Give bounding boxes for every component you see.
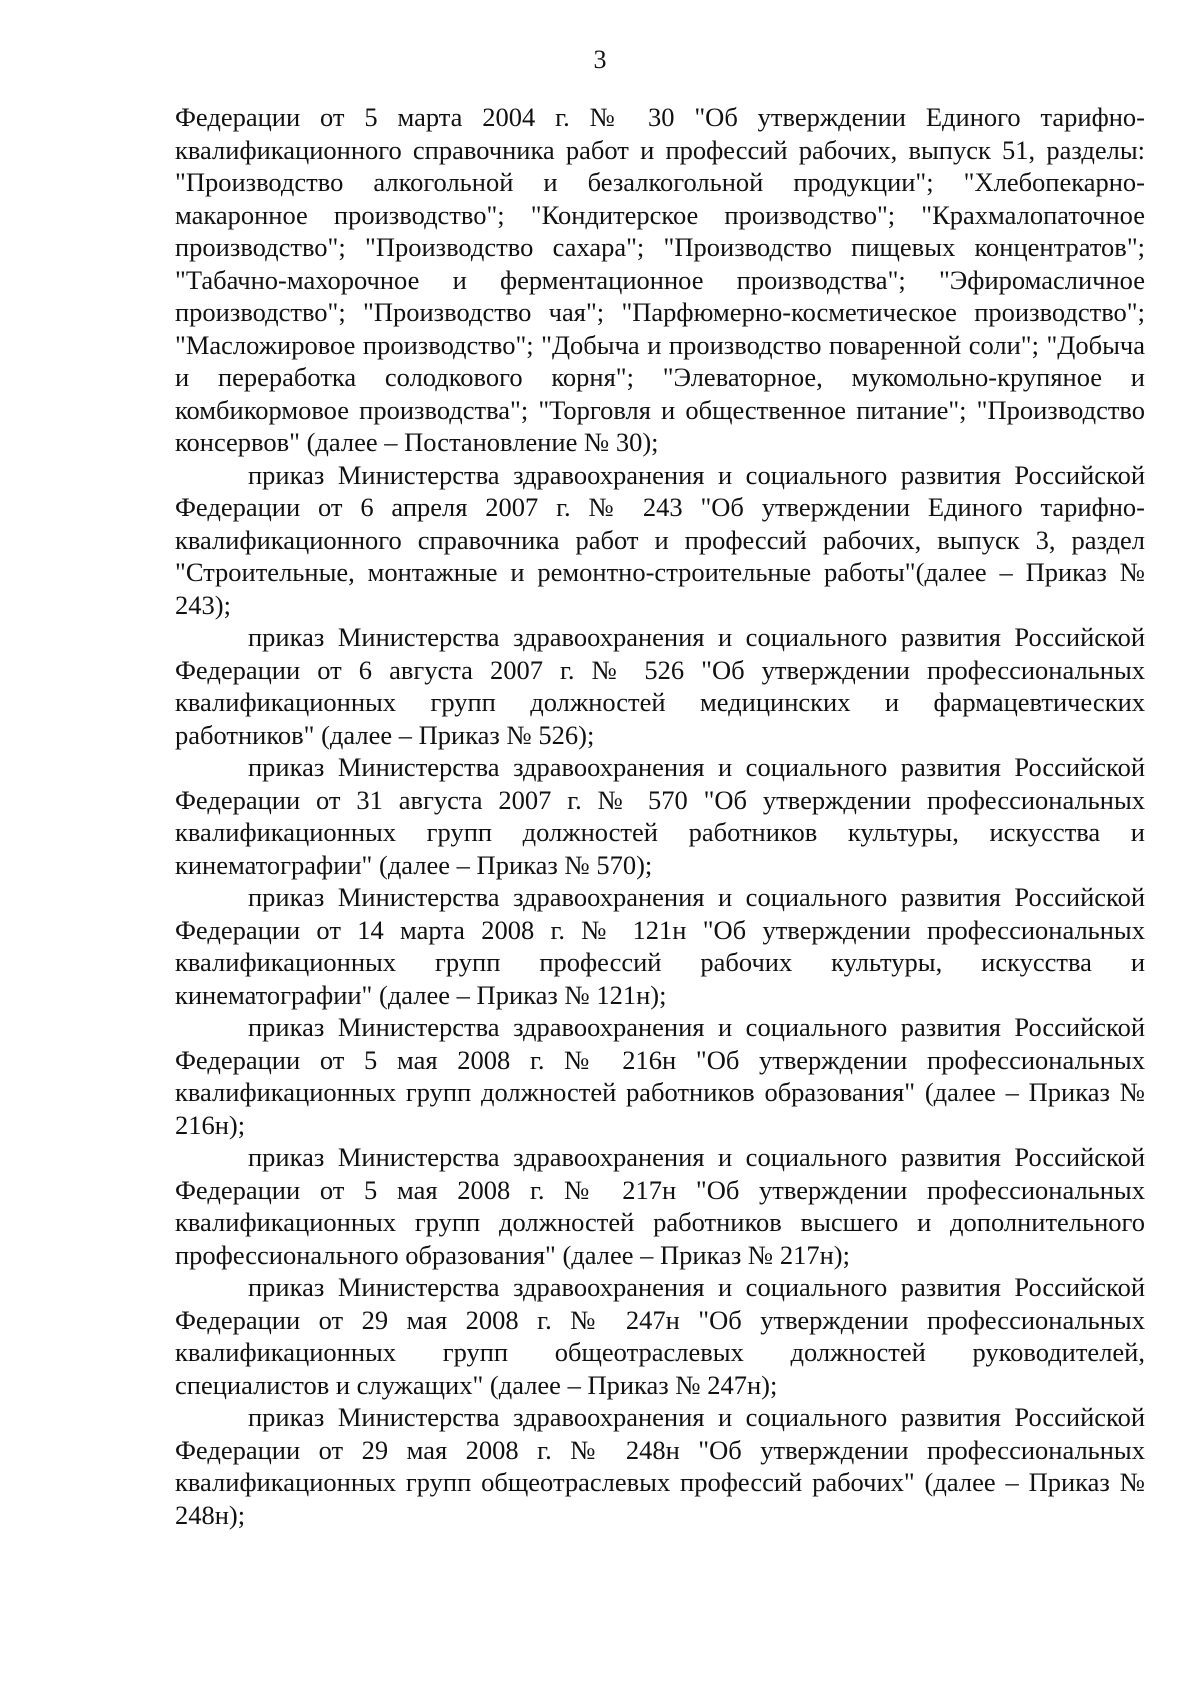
paragraph-prikaz-216n: приказ Министерства здравоохранения и социального развития Российской Федерации от 5 мая 2008 г. № 216н "Об утверждении профессиональных квалификационных групп должностей работников образования" (далее – Приказ № 216н); xyxy=(175,1012,1145,1140)
paragraph-prikaz-121n: приказ Министерства здравоохранения и социального развития Российской Федерации от 14 марта 2008 г. № 121н "Об утверждении профессиональных квалификационных групп профессий рабочих культуры, искусства и кинематографии" (далее – Приказ № 121н); xyxy=(175,882,1145,1010)
document-body xyxy=(175,101,1145,1531)
paragraph-postanovlenie-30: Федерации от 5 марта 2004 г. № 30 "Об утверждении Единого тарифно-квалификационного справочника работ и профессий рабочих, выпуск 51, разделы: "Производство алкогольной и безалкогольной продукции"; "Хлебопекарно-макаронное производство"; "Кондитерское производство"; "Крахмалопаточное производство"; "Производство сахара"; "Производство пищевых концентратов"; "Табачно-махорочное и ферментационное производства"; "Эфиромасличное производство"; "Производство чая"; "Парфюмерно-косметическое производство"; "Масложировое производство"; "Добыча и производство поваренной соли"; "Добыча и переработка солодкового корня"; "Элеваторное, мукомольно-крупяное и комбикормовое производства"; "Торговля и общественное питание"; "Производство консервов" (далее – Постановление № 30); xyxy=(175,102,1145,457)
paragraph-prikaz-248n: приказ Министерства здравоохранения и социального развития Российской Федерации от 29 мая 2008 г. № 248н "Об утверждении профессиональных квалификационных групп общеотраслевых профессий рабочих" (далее – Приказ № 248н); xyxy=(175,1402,1145,1530)
paragraph-prikaz-247n: приказ Министерства здравоохранения и социального развития Российской Федерации от 29 мая 2008 г. № 247н "Об утверждении профессиональных квалификационных групп общеотраслевых должностей руководителей, специалистов и служащих" (далее – Приказ № 247н); xyxy=(175,1272,1145,1400)
paragraph-prikaz-217n: приказ Министерства здравоохранения и социального развития Российской Федерации от 5 мая 2008 г. № 217н "Об утверждении профессиональных квалификационных групп должностей работников высшего и дополнительного профессионального образования" (далее – Приказ № 217н); xyxy=(175,1142,1145,1270)
page-number: 3 xyxy=(593,45,607,74)
paragraph-prikaz-243: приказ Министерства здравоохранения и социального развития Российской Федерации от 6 апреля 2007 г. № 243 "Об утверждении Единого тарифно-квалификационного справочника работ и профессий рабочих, выпуск 3, раздел "Строительные, монтажные и ремонтно-строительные работы"(далее – Приказ № 243); xyxy=(175,459,1145,620)
paragraph-prikaz-526: приказ Министерства здравоохранения и социального развития Российской Федерации от 6 августа 2007 г. № 526 "Об утверждении профессиональных квалификационных групп должностей медицинских и фармацевтических работников" (далее – Приказ № 526); xyxy=(175,622,1145,750)
paragraph-prikaz-570: приказ Министерства здравоохранения и социального развития Российской Федерации от 31 августа 2007 г. № 570 "Об утверждении профессиональных квалификационных групп должностей работников культуры, искусства и кинематографии" (далее – Приказ № 570); xyxy=(175,752,1145,880)
